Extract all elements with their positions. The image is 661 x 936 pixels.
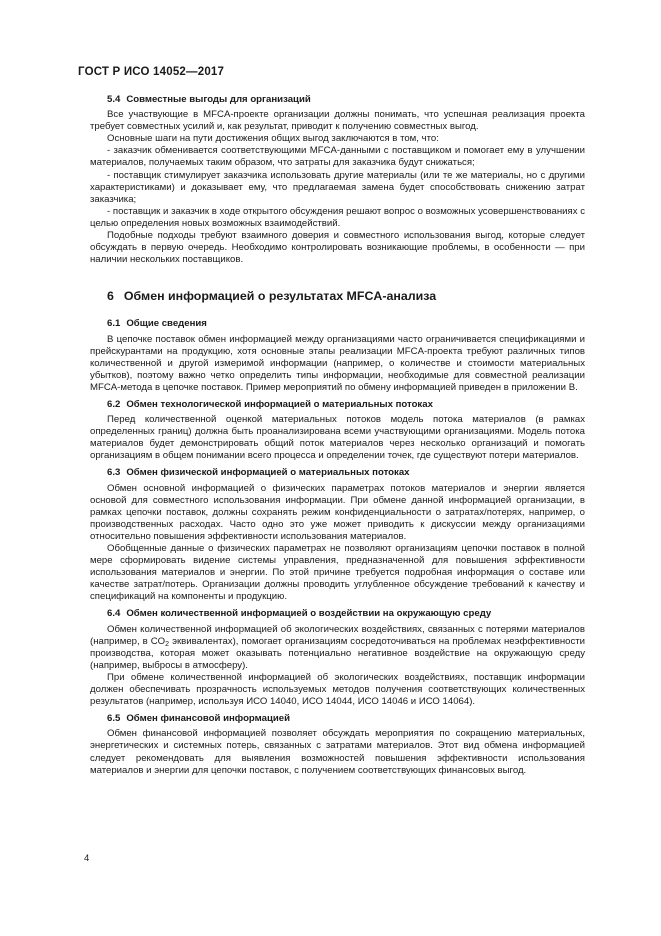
section-6-1-heading [107,318,585,330]
paragraph: При обмене количественной информацией об экологических воздействиях, поставщик информации должен обеспечивать прозрачность используемых методов получения соответствующих количественных результатов (например, используя ИСО 14040, ИСО 14044, ИСО 14046 и ИСО 14064). [90,671,585,708]
paragraph: Обобщенные данные о физических параметрах не позволяют организациям цепочки поставок в полной мере сформировать видение системы управления, предназначенной для повышения эффективности использования материалов и энергии. По этой причине требуется подробная информация о составе или качестве затрат/потерь. Организации должны проводить углубленное обсуждение требований к качеству и спецификаций на компоненты и продукцию. [90,543,585,603]
section-title: Общие сведения [126,318,207,330]
paragraph: Перед количественной оценкой материальных потоков модель потока материалов (в рамках определенных границ) должна быть проанализирована всеми участвующими организациями. Модель потока материалов будет демонстрировать общий поток материалов через несколько организаций и помогать организациям в общем понимании всего процесса и определении точек, где существуют потери материалов. [90,414,585,462]
section-number: 6.3 [107,467,121,479]
document-body [90,94,585,777]
page-number: 4 [84,853,90,864]
section-number: 6 [107,289,114,304]
subscript: 2 [165,640,170,648]
text-run: Обмен количественной информацией об экологических воздействиях, связанных с потерями материалов (например, в CO [90,623,585,647]
paragraph: Обмен основной информацией о физических параметрах потоков материалов и энергии является основой для совместного использования информации. При обмене данной информацией организации, в рамках цепочки поставок, должны сохранять режим конфиденциальности о затратах/потерях, например, о производственных расходах. Часто одно это уже может приводить к дискуссии между организациями относительно повышения эффективности использования материалов. [90,482,585,542]
list-item: - заказчик обменивается соответствующими MFCA-данными с поставщиком и помогает ему в улучшении материалов, получаемых таким образом, что затраты для заказчика будут снижаться; [90,145,585,169]
document-header: ГОСТ Р ИСО 14052—2017 [78,66,225,78]
list-item: - поставщик и заказчик в ходе открытого обсуждения решают вопрос о возможных усовершенствованиях с целью определения новых возможных взаимодействий. [90,205,585,229]
section-title: Обмен физической информацией о материальных потоках [126,467,410,479]
paragraph: Обмен финансовой информацией позволяет обсуждать мероприятия по сокращению материальных, энергетических и системных потерь, связанных с затратами материалов. Этот вид обмена информацией следует рекомендовать для выявления возможностей повышения эффективности использования материалов и энергии для цепочки поставок, с получением соответствующих финансовых выгод. [90,728,585,776]
section-number: 5.4 [107,94,121,105]
section-title: Совместные выгоды для организаций [126,94,311,105]
paragraph: Основные шаги на пути достижения общих выгод заключаются в том, что: [107,133,439,145]
paragraph: Подобные подходы требуют взаимного доверия и совместного использования выгод, которые следует обсуждать в первую очередь. Необходимо контролировать возникающие проблемы, в особенности — при наличии нескольких поставщиков. [90,230,585,266]
section-6-3-heading [107,467,585,479]
section-title: Обмен технологической информацией о материальных потоках [126,398,433,410]
section-title: Обмен финансовой информацией [126,713,290,725]
section-6-4-heading [107,608,585,620]
paragraph: В цепочке поставок обмен информацией между организациями часто ограничивается спецификациями и прейскурантами на продукцию, хотя основные этапы реализации MFCA-проекта требуют различных типов количественной и другой измеримой информации (например, о количестве и стоимости материальных убытков), поэтому важно четко определить типы информации, необходимые для совместной реализации MFCA-метода в цепочке поставок. Пример мероприятий по обмену информацией приведен в приложении В. [90,333,585,393]
section-number: 6.2 [107,398,121,410]
section-number: 6.4 [107,608,121,620]
section-title: Обмен количественной информацией о воздействии на окружающую среду [126,608,492,620]
section-6-5-heading [107,713,585,725]
section-title: Обмен информацией о результатах MFCA-анализа [123,289,437,304]
section-number: 6.1 [107,318,121,330]
section-6-2-heading [107,399,585,411]
paragraph: Все участвующие в MFCA-проекте организации должны понимать, что успешная реализация проекта требует совместных усилий и, как результат, приводит к получению совместных выгод. [90,109,585,133]
paragraph [90,624,585,672]
section-5-4-heading [107,94,585,106]
section-6-heading [107,290,585,302]
section-number: 6.5 [107,713,121,725]
list-item: - поставщик стимулирует заказчика использовать другие материалы (или те же материалы, но с другими характеристиками) и доказывает ему, что предлагаемая замена будет способствовать снижению затрат заказчика; [90,169,585,205]
text-run: эквивалентах), помогает организациям сосредоточиваться на проблемах неэффективности производства, которая может оказывать потенциально негативное воздействие на окружающую среду (например, выбросы в атмосферу). [90,635,586,671]
